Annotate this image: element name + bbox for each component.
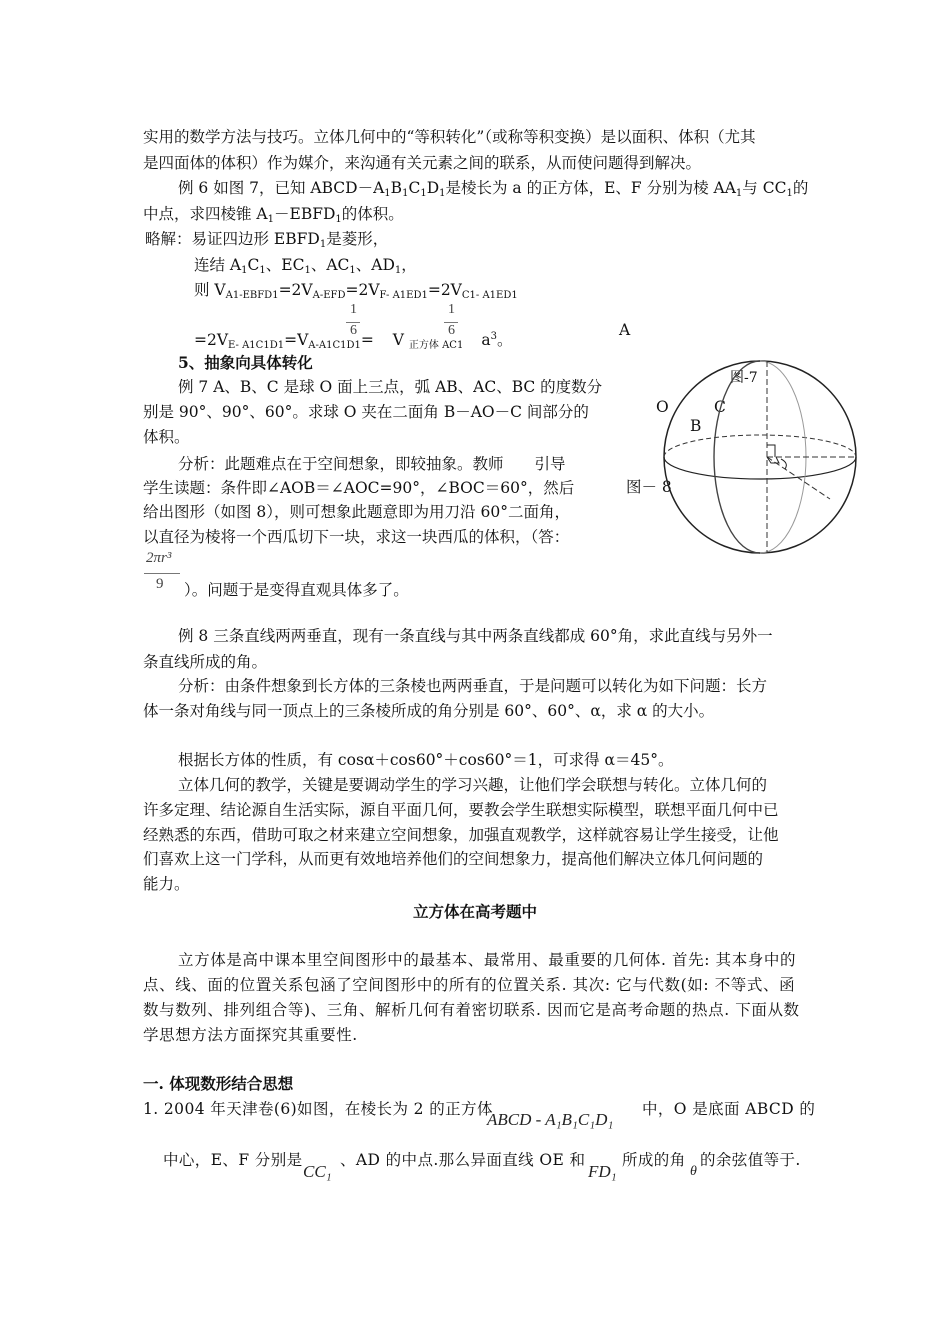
fraction1-denominator: 6: [350, 323, 357, 338]
intro-line3: 数与数列、排列组合等)、三角、解析几何有着密切联系. 因而它是高考命题的热点. 下面从数: [143, 1001, 800, 1019]
answer-bar: [144, 573, 180, 574]
question1-line2d: 的余弦值等于.: [700, 1151, 801, 1169]
example8-line2: 条直线所成的角。: [143, 653, 268, 671]
section5-title: 5、抽象向具体转化: [178, 353, 313, 372]
figure-label-c: C: [714, 398, 726, 416]
intro-line4: 学思想方法方面探究其重要性.: [143, 1026, 358, 1044]
example7-line6: 给出图形（如图 8），则可想象此题意即为用刀沿 60°二面角，: [143, 503, 570, 521]
equator-back: [664, 435, 856, 457]
solution-line2: 连结 $A_1C_1$、$EC_1$、$AC_1$、$AD_1$，: [194, 256, 417, 276]
conclusion-line4: 们喜欢上这一门学科，从而更有效地培养他们的空间想象力，提高他们解决立体几何问题的: [143, 850, 764, 868]
solution-line4: $=2V_{E- A1C1D1}=V_{A-A1C1D1}= V$ $_{正方体 AC1}$ $a^3$。: [194, 331, 513, 351]
example7-line7: 以直径为棱将一个西瓜切下一块，求这一块西瓜的体积，（答：: [143, 528, 570, 546]
section-heading: 立方体在高考题中: [412, 902, 537, 921]
conclusion-line1: 立体几何的教学，关键是要调动学生的学习兴趣，让他们学会联想与转化。立体几何的: [178, 776, 768, 794]
fraction2-denominator: 6: [448, 323, 455, 338]
example8-line5: 根据长方体的性质，有 cosα＋cos60°＋cos60°＝1，可求得 α＝45°。: [178, 751, 674, 769]
para1-line1: 实用的数学方法与技巧。立体几何中的“等积转化”（或称等积变换）是以面积、体积（尤其: [143, 128, 756, 146]
question1-line2a: 中心，E、F 分别是: [163, 1151, 303, 1169]
solution-line1: 略解：易证四边形 $EBFD_1$是菱形，: [145, 230, 389, 250]
example8-line1: 例 8 三条直线两两垂直，现有一条直线与其中两条直线都成 60°角，求此直线与另外一: [178, 627, 773, 645]
segment-fd1: FD₁: [588, 1162, 617, 1181]
question1-line1b: 中，O 是底面 ABCD 的: [642, 1100, 816, 1118]
equator-front: [664, 457, 856, 479]
example7-line1: 例 7 A、B、C 是球 O 面上三点，弧 AB、AC、BC 的度数分: [178, 378, 603, 396]
example7-line3: 体积。: [143, 428, 190, 446]
example6-line2: 中点，求四棱锥 $A_1-EBFD_1$的体积。: [143, 205, 404, 225]
edge-cc1: CC₁: [303, 1162, 332, 1181]
figure-caption-7: 图-7: [730, 370, 758, 386]
fraction1-numerator: 1: [350, 302, 357, 317]
intro-line1: 立方体是高中课本里空间图形中的最基本、最常用、最重要的几何体. 首先: 其本身中的: [178, 951, 797, 969]
para1-line2: 是四面体的体积）作为媒介，来沟通有关元素之间的联系，从而使问题得到解决。: [143, 154, 702, 172]
figure-label-a: A: [619, 321, 631, 339]
cube-notation: ABCD - A₁B₁C₁D₁: [487, 1110, 614, 1129]
example6-line1: 例 6 如图 7，已知 $ABCD-A_1B_1C_1D_1$是棱长为 a 的正方体，E、F 分别为棱 $AA_1$与 $CC_1$的: [178, 179, 809, 199]
sphere-outline: [664, 361, 856, 553]
example8-line3: 分析：由条件想象到长方体的三条棱也两两垂直，于是问题可以转化为如下问题：长方: [178, 677, 768, 695]
angle-theta: θ: [690, 1164, 697, 1179]
question1-line2b: 、AD 的中点.那么异面直线 OE 和: [340, 1151, 586, 1169]
answer-numerator: 2πr³: [146, 550, 172, 566]
intro-line2: 点、线、面的位置关系包涵了空间图形中的所有的位置关系. 其次: 它与代数(如: 不等式、函: [143, 976, 796, 994]
question1-line2c: 所成的角: [622, 1151, 686, 1169]
example8-line4: 体一条对角线与同一顶点上的三条棱所成的角分别是 60°、60°、α，求 α 的大小。: [143, 702, 715, 720]
example7-line2: 别是 90°、90°、60°。求球 O 夹在二面角 B－AO－C 间部分的: [143, 403, 589, 421]
question1-line1a: 1. 2004 年天津卷(6)如图，在棱长为 2 的正方体: [143, 1100, 493, 1118]
meridian-left: [714, 361, 760, 553]
right-angle-mark-1: [767, 445, 775, 457]
example7-line8: ）。问题于是变得直观具体多了。: [184, 581, 409, 599]
fraction2-numerator: 1: [448, 302, 455, 317]
sphere-figure: [655, 355, 865, 555]
answer-denominator: 9: [156, 576, 164, 592]
angle-arc: [781, 459, 786, 469]
solution-line3: 则 $V_{A1-EBFD1}=2V_{A-EFD}=2V_{F- A1ED1}=2V_{C1- A1ED1}$: [194, 281, 518, 301]
conclusion-line5: 能力。: [143, 875, 190, 893]
figure-label-o: O: [656, 398, 669, 416]
conclusion-line3: 经熟悉的东西，借助可取之材来建立空间想象，加强直观教学，这样就容易让学生接受，让他: [143, 826, 779, 844]
example7-line4: 分析：此题难点在于空间想象，即较抽象。教师 引导: [178, 455, 566, 473]
example7-line5: 学生读题：条件即∠AOB＝∠AOC=90°，∠BOC＝60°，然后: [143, 479, 575, 497]
figure-caption-8: 图－ 8: [626, 478, 672, 496]
section1-title: 一. 体现数形结合思想: [143, 1074, 294, 1093]
conclusion-line2: 许多定理、结论源自生活实际，源自平面几何，要教会学生联想实际模型，联想平面几何中已: [143, 801, 779, 819]
figure-label-b: B: [690, 417, 702, 435]
